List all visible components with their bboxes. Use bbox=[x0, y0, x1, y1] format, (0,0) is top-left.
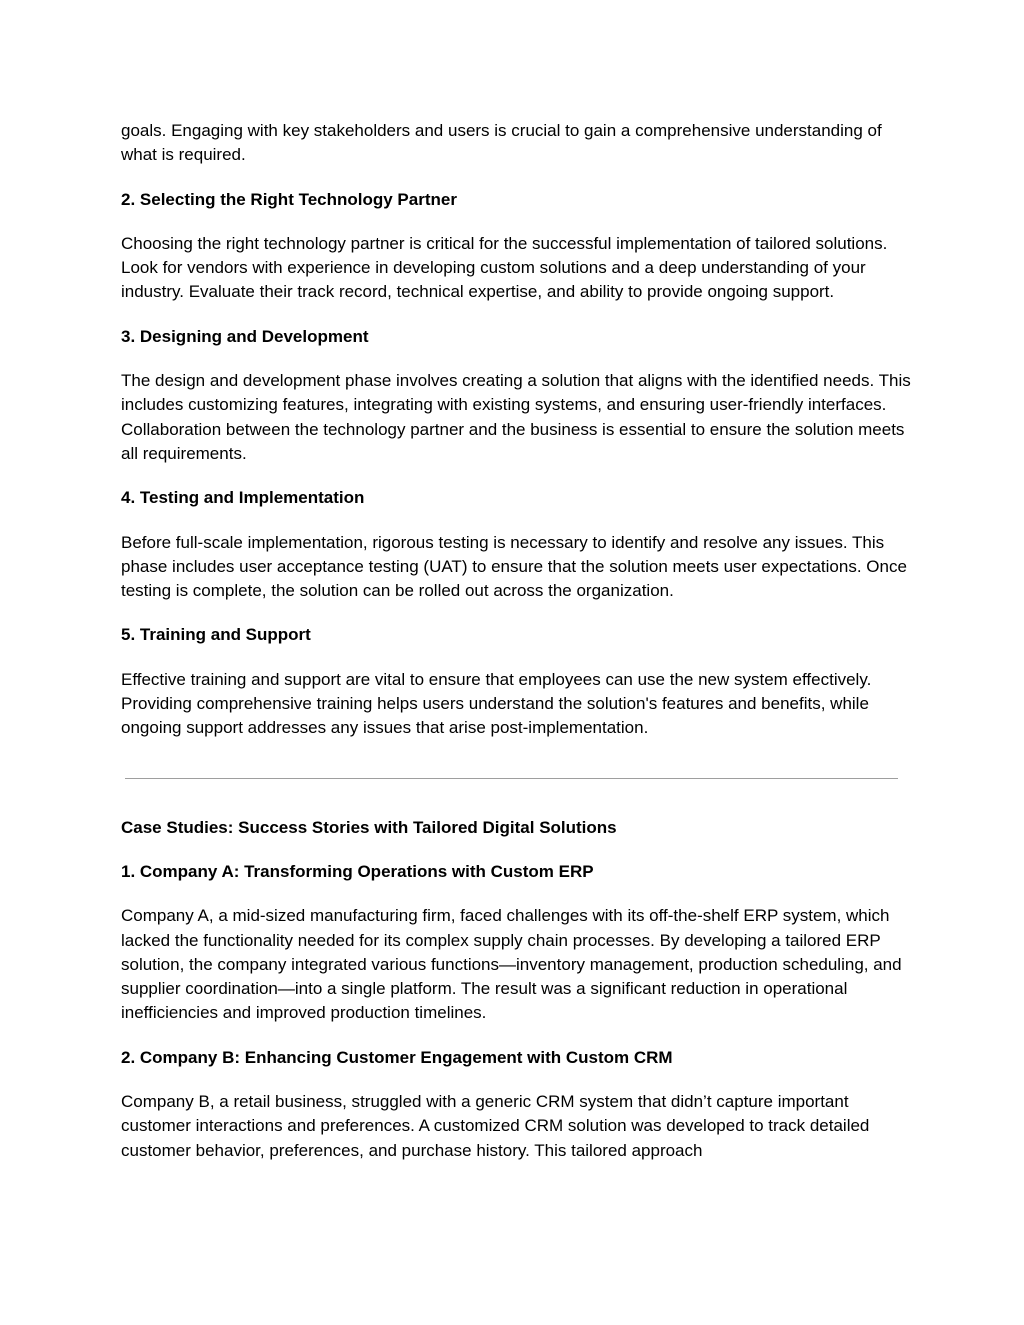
horizontal-divider bbox=[125, 778, 898, 779]
case-studies-heading: Case Studies: Success Stories with Tailored Digital Solutions bbox=[121, 817, 617, 837]
section-4-heading: 4. Testing and Implementation bbox=[121, 488, 365, 508]
section-5-heading: 5. Training and Support bbox=[121, 625, 311, 645]
intro-paragraph: goals. Engaging with key stakeholders and users is crucial to gain a comprehensive understanding of what is required. bbox=[121, 121, 882, 165]
section-4-paragraph: Before full-scale implementation, rigorous testing is necessary to identify and resolve any issues. This phase includes user acceptance testing (UAT) to ensure that the solution meets user expectations. Once testing is complete, the solution can be rolled out across the organization. bbox=[121, 532, 907, 601]
section-3-heading: 3. Designing and Development bbox=[121, 326, 369, 346]
case-2-paragraph: Company B, a retail business, struggled with a generic CRM system that didn’t capture important customer interactions and preferences. A customized CRM solution was developed to track detailed customer behavior, preferences, and purchase history. This tailored approach bbox=[121, 1092, 870, 1160]
case-1-paragraph: Company A, a mid-sized manufacturing firm, faced challenges with its off-the-shelf ERP system, which lacked the functionality needed for its complex supply chain processes. By developing a tailored ERP solution, the company integrated various functions—inventory management, production scheduling, and supplier coordination—into a single platform. The result was a significant reduction in operational inefficiencies and improved production timelines. bbox=[121, 906, 902, 1023]
document-page bbox=[121, 119, 911, 1183]
section-5-paragraph: Effective training and support are vital to ensure that employees can use the new system effectively. Providing comprehensive training helps users understand the solution's features and benefits, while ongoing support addresses any issues that arise post-implementation. bbox=[121, 669, 872, 738]
case-2-heading: 2. Company B: Enhancing Customer Engagement with Custom CRM bbox=[121, 1047, 673, 1067]
section-3-paragraph: The design and development phase involves creating a solution that aligns with the identified needs. This includes customizing features, integrating with existing systems, and ensuring user-friendly interfaces. Collaboration between the technology partner and the business is essential to ensure the solution meets all requirements. bbox=[121, 371, 911, 463]
case-1-heading: 1. Company A: Transforming Operations with Custom ERP bbox=[121, 861, 594, 881]
section-2-heading: 2. Selecting the Right Technology Partner bbox=[121, 189, 457, 209]
section-2-paragraph: Choosing the right technology partner is critical for the successful implementation of tailored solutions. Look for vendors with experience in developing custom solutions and a deep understanding of your industry. Evaluate their track record, technical expertise, and ability to provide ongoing support. bbox=[121, 233, 888, 302]
